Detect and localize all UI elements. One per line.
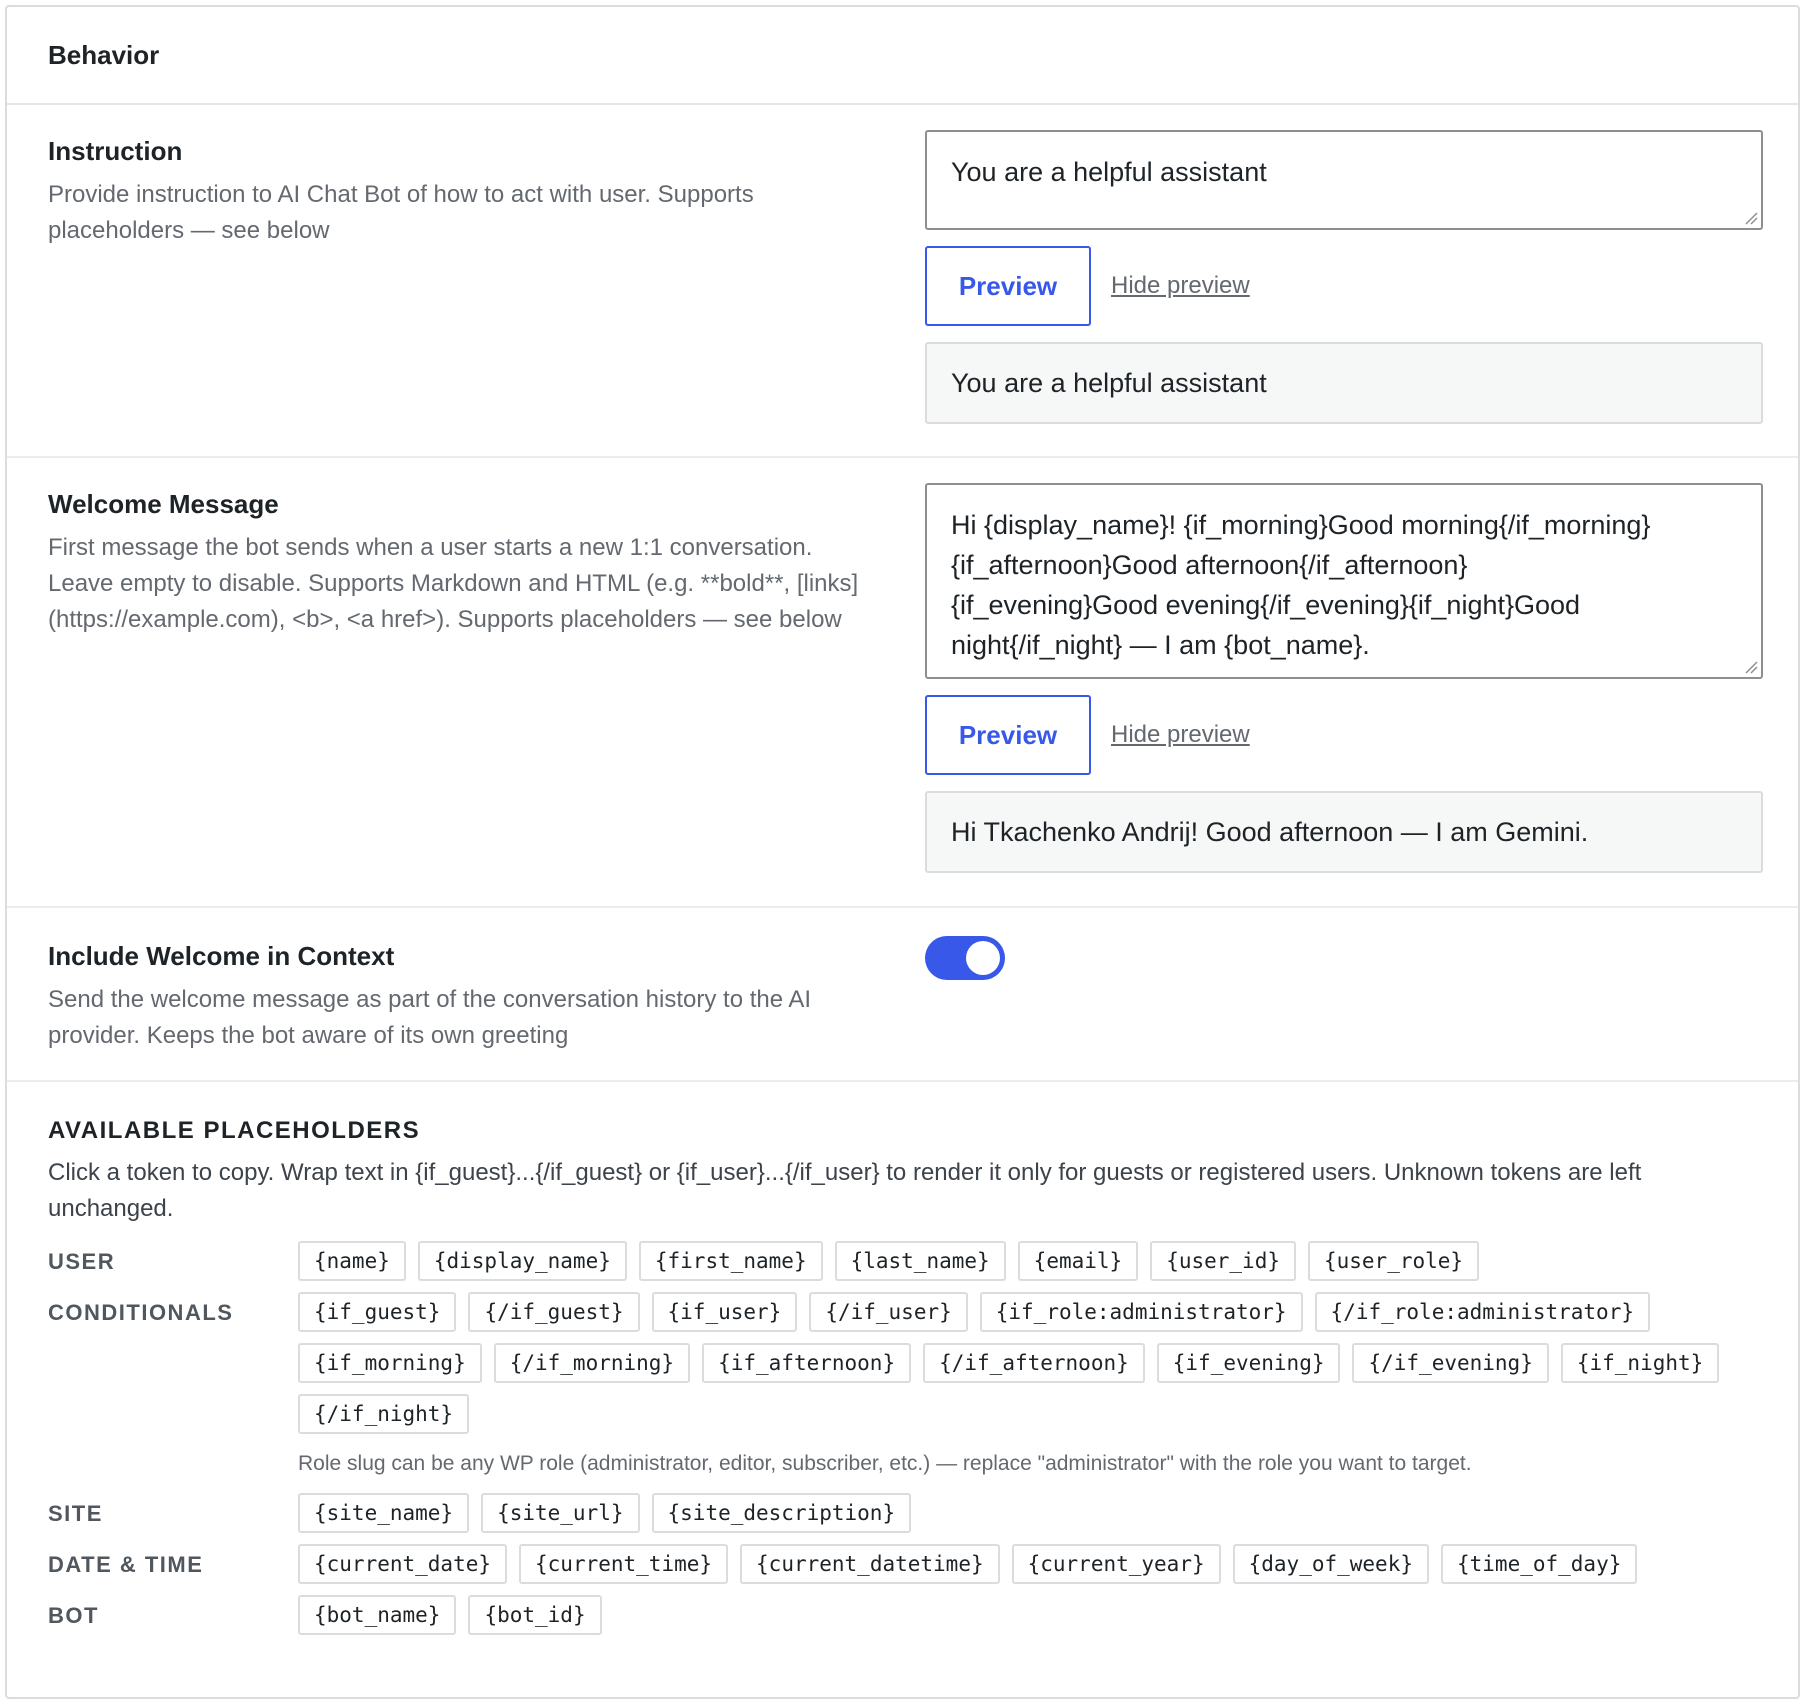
placeholder-token[interactable]: {if_role:administrator} [980, 1292, 1303, 1332]
placeholder-token-list [298, 1493, 1768, 1544]
placeholder-token[interactable]: {first_name} [639, 1241, 823, 1281]
toggle-knob [966, 941, 1000, 975]
instruction-preview-box: You are a helpful assistant [925, 342, 1763, 424]
placeholder-token[interactable]: {bot_id} [468, 1595, 601, 1635]
placeholder-group [48, 1493, 1768, 1544]
instruction-hide-preview-link[interactable]: Hide preview [1111, 272, 1250, 299]
placeholder-group-note: Role slug can be any WP role (administrator, editor, subscriber, etc.) — replace "administrator" with the role you want to target. [298, 1452, 1472, 1475]
panel-header [7, 7, 1798, 105]
welcome-label: Welcome Message [48, 489, 279, 519]
welcome-description: First message the bot sends when a user starts a new 1:1 conversation. Leave empty to disable. Supports Markdown and HTML (e.g. **bold**, [links](https://example.com), <b>, <a href>). Supports placeholders — see below [48, 534, 859, 633]
instruction-label: Instruction [48, 136, 183, 166]
welcome-row [7, 458, 1798, 908]
placeholder-group-label: SITE [48, 1501, 103, 1526]
placeholder-token-list [298, 1544, 1768, 1595]
placeholder-token[interactable]: {if_night} [1561, 1343, 1719, 1383]
placeholders-description: Click a token to copy. Wrap text in {if_guest}...{/if_guest} or {if_user}...{/if_user} to render it only for guests or registered users. Unknown tokens are left unchanged. [48, 1159, 1642, 1222]
instruction-controls [925, 130, 1763, 424]
welcome-preview-button[interactable]: Preview [925, 695, 1091, 775]
include-welcome-label: Include Welcome in Context [48, 941, 395, 971]
welcome-preview-box: Hi Tkachenko Andrij! Good afternoon — I am Gemini. [925, 791, 1763, 873]
instruction-row [7, 105, 1798, 458]
resize-grip-icon[interactable] [1744, 660, 1758, 674]
placeholder-token[interactable]: {day_of_week} [1233, 1544, 1429, 1584]
instruction-description: Provide instruction to AI Chat Bot of how to act with user. Supports placeholders — see below [48, 181, 754, 244]
placeholder-group [48, 1544, 1768, 1595]
placeholder-token[interactable]: {site_url} [481, 1493, 639, 1533]
placeholder-group-label: CONDITIONALS [48, 1300, 234, 1325]
placeholder-token[interactable]: {site_name} [298, 1493, 469, 1533]
include-welcome-controls [925, 936, 1763, 980]
placeholder-token[interactable]: {/if_guest} [468, 1292, 639, 1332]
placeholder-token[interactable]: {display_name} [418, 1241, 627, 1281]
placeholder-token[interactable]: {if_afternoon} [702, 1343, 911, 1383]
welcome-actions [925, 695, 1763, 775]
placeholder-token[interactable]: {user_id} [1150, 1241, 1296, 1281]
placeholder-token[interactable]: {current_time} [519, 1544, 728, 1584]
placeholder-token[interactable]: {time_of_day} [1441, 1544, 1637, 1584]
placeholders-title: AVAILABLE PLACEHOLDERS [48, 1117, 421, 1144]
placeholder-group [48, 1241, 1768, 1292]
panel-title: Behavior [48, 39, 160, 70]
placeholder-group-label: DATE & TIME [48, 1552, 204, 1577]
placeholder-token[interactable]: {site_description} [652, 1493, 912, 1533]
placeholder-token[interactable]: {user_role} [1308, 1241, 1479, 1281]
placeholder-token[interactable]: {if_guest} [298, 1292, 456, 1332]
instruction-actions [925, 246, 1763, 326]
placeholder-token-list [298, 1595, 1768, 1646]
include-welcome-toggle[interactable] [925, 936, 1005, 980]
placeholder-token[interactable]: {if_morning} [298, 1343, 482, 1383]
placeholders-section [48, 1117, 1768, 1646]
placeholder-token[interactable]: {bot_name} [298, 1595, 456, 1635]
placeholder-token[interactable]: {current_datetime} [740, 1544, 1000, 1584]
placeholder-token[interactable]: {/if_morning} [494, 1343, 690, 1383]
include-welcome-row [7, 908, 1798, 1082]
welcome-hide-preview-link[interactable]: Hide preview [1111, 721, 1250, 748]
placeholder-token[interactable]: {/if_night} [298, 1394, 469, 1434]
placeholder-group [48, 1292, 1768, 1445]
placeholder-token[interactable]: {current_year} [1012, 1544, 1221, 1584]
instruction-preview-button[interactable]: Preview [925, 246, 1091, 326]
placeholder-token-list [298, 1241, 1768, 1292]
placeholder-groups [48, 1241, 1768, 1646]
resize-grip-icon[interactable] [1744, 211, 1758, 225]
instruction-textarea[interactable]: You are a helpful assistant [925, 130, 1763, 230]
placeholder-token[interactable]: {/if_user} [809, 1292, 967, 1332]
placeholder-group-label: USER [48, 1249, 116, 1274]
placeholder-token[interactable]: {/if_role:administrator} [1315, 1292, 1650, 1332]
placeholder-token[interactable]: {current_date} [298, 1544, 507, 1584]
instruction-info [48, 135, 868, 249]
placeholder-group [48, 1595, 1768, 1646]
placeholder-token[interactable]: {email} [1018, 1241, 1139, 1281]
placeholder-token[interactable]: {if_user} [652, 1292, 798, 1332]
placeholder-token[interactable]: {/if_afternoon} [923, 1343, 1145, 1383]
placeholder-token[interactable]: {last_name} [835, 1241, 1006, 1281]
placeholder-token-list [298, 1292, 1768, 1445]
behavior-panel [5, 5, 1800, 1699]
welcome-textarea[interactable]: Hi {display_name}! {if_morning}Good morning{/if_morning} {if_afternoon}Good afternoon{/if_afternoon} {if_evening}Good evening{/if_evening}{if_night}Good night{/if_night} — I am {bot_name}. [925, 483, 1763, 679]
include-welcome-info [48, 940, 868, 1054]
placeholder-token[interactable]: {if_evening} [1157, 1343, 1341, 1383]
placeholder-token[interactable]: {/if_evening} [1352, 1343, 1548, 1383]
include-welcome-description: Send the welcome message as part of the conversation history to the AI provider. Keeps the bot aware of its own greeting [48, 986, 812, 1049]
welcome-info [48, 488, 868, 638]
placeholder-group-label: BOT [48, 1603, 99, 1628]
welcome-controls [925, 483, 1763, 873]
placeholder-token[interactable]: {name} [298, 1241, 406, 1281]
